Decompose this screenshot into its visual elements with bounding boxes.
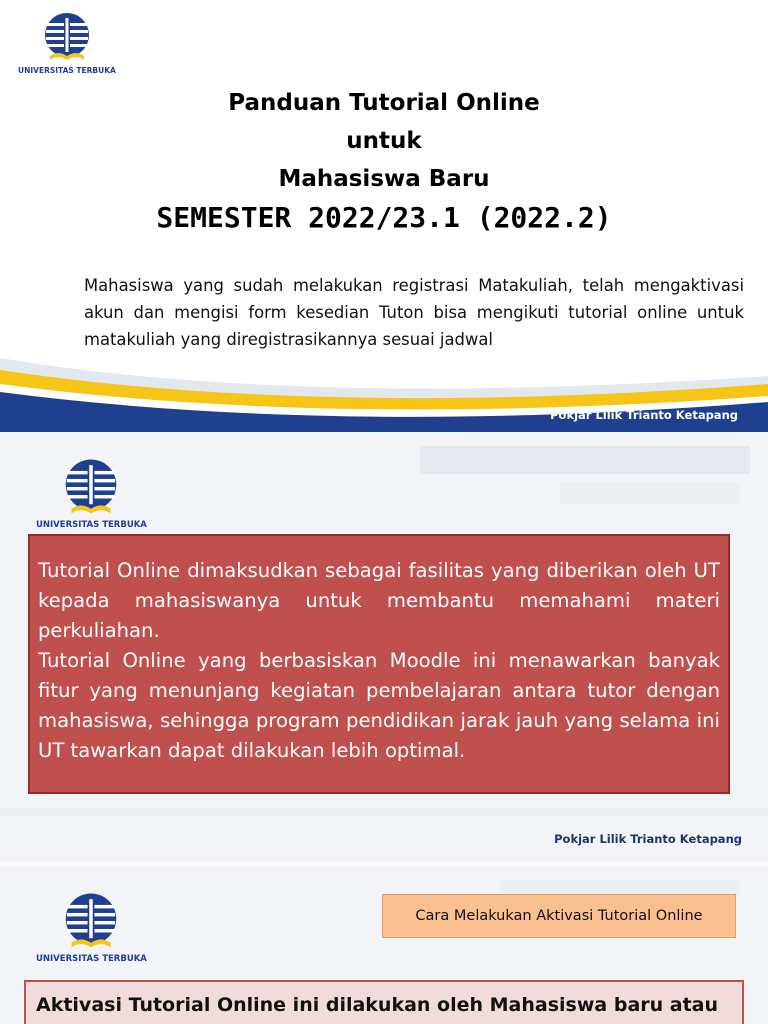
logo-text: UNIVERSITAS TERBUKA [36,954,147,964]
ut-logo [18,10,116,75]
ut-logo [36,890,147,964]
slide-2 [0,432,768,862]
ut-emblem-icon [61,456,121,518]
description-paragraph-1: Tutorial Online dimaksudkan sebagai fasilitas yang diberikan oleh UT kepada mahasiswanya untuk membantu memahami materi perkuliahan. [38,559,720,642]
activation-text-box [24,980,744,1024]
slide-1 [0,0,768,432]
section-heading-box [382,894,736,938]
title-line-2: untuk [346,128,422,154]
ut-logo [36,456,147,530]
ut-emblem-icon [61,890,121,952]
ut-emblem-icon [42,10,92,64]
description-box [28,534,730,794]
decorative-bar [560,482,740,504]
footer-credit: Pokjar Lilik Trianto Ketapang [550,408,738,422]
logo-text: UNIVERSITAS TERBUKA [36,520,147,530]
slide-3 [0,866,768,1024]
section-heading: Cara Melakukan Aktivasi Tutorial Online [415,908,703,924]
description-paragraph-2: Tutorial Online yang berbasiskan Moodle ini menawarkan banyak fitur yang menunjang kegiatan pembelajaran antara tutor dengan mahasiswa, sehingga program pendidikan jarak jauh yang selama ini UT tawarkan dapat dilakukan lebih optimal. [38,649,720,762]
intro-paragraph: Mahasiswa yang sudah melakukan registrasi Matakuliah, telah mengaktivasi akun dan mengisi form kesedian Tuton bisa mengikuti tutorial online untuk matakuliah yang diregistrasikannya sesuai jadwal [84,276,744,349]
decorative-bar [420,446,750,474]
logo-text: UNIVERSITAS TERBUKA [18,66,116,75]
activation-text: Aktivasi Tutorial Online ini dilakukan oleh Mahasiswa baru atau [36,994,719,1016]
semester-title: SEMESTER 2022/23.1 (2022.2) [156,201,612,234]
decorative-bar [0,808,768,816]
title-line-1: Panduan Tutorial Online [228,90,540,116]
footer-credit: Pokjar Lilik Trianto Ketapang [554,832,742,846]
title-line-3: Mahasiswa Baru [278,166,490,192]
